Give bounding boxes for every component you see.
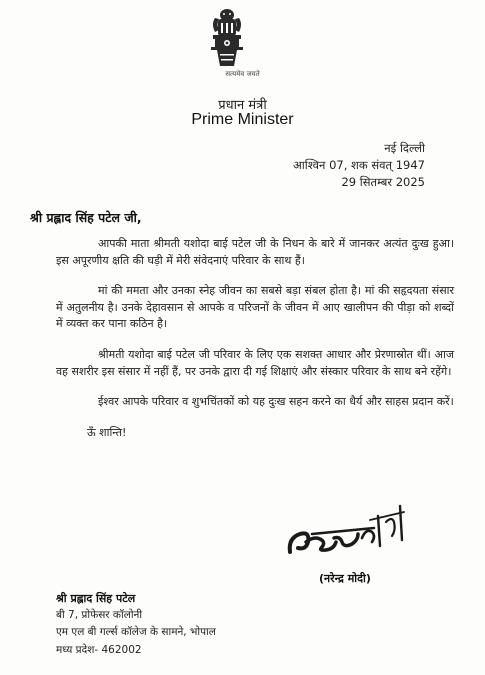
addressee-line: बी 7, प्रोफेसर कॉलोनी — [56, 609, 143, 622]
addressee-name: श्री प्रह्लाद सिंह पटेल — [56, 592, 136, 605]
body-paragraph: ईश्वर आपके परिवार व शुभचिंतकों को यह दुःख सहन करने का धैर्य और साहस प्रदान करें। — [98, 395, 454, 409]
handwritten-signature — [282, 492, 422, 562]
dateline-place: नई दिल्ली — [384, 141, 425, 155]
dateline — [293, 140, 425, 191]
emblem-motto: सत्यमेव जयते — [225, 70, 260, 78]
signatory-name: (नरेन्द्र मोदी) — [319, 572, 371, 585]
dateline-date: 29 सितम्बर 2025 — [341, 175, 425, 189]
body-paragraph: आपकी माता श्रीमती यशोदा बाई पटेल जी के निधन के बारे में जानकर अत्यंत दुःख हुआ। इस अपूरणीय क्षति की घड़ी में मेरी संवेदनाएं परिवार के साथ हैं। — [56, 237, 454, 267]
closing-line: ऊँ शान्ति! — [87, 425, 127, 439]
office-title-english: Prime Minister — [191, 111, 294, 128]
addressee-block — [56, 590, 216, 659]
national-emblem-icon — [205, 8, 249, 70]
body-paragraph: मां की ममता और उनका स्नेह जीवन का सबसे बड़ा संबल होता है। मां की सहृदयता संसार में अतुलनीय है। उनके देहावसान से आपके व परिजनों के जीवन में आए खालीपन की पीड़ा को शब्दों में व्यक्त कर पाना कठिन है। — [56, 284, 454, 331]
letter-body — [56, 236, 454, 441]
addressee-line: मध्य प्रदेश- 462002 — [56, 643, 142, 656]
salutation: श्री प्रह्लाद सिंह पटेल जी, — [30, 210, 142, 225]
dateline-saka-date: आश्विन 07, शक संवत् 1947 — [293, 158, 425, 172]
body-paragraph: श्रीमती यशोदा बाई पटेल जी परिवार के लिए एक सशक्त आधार और प्रेरणास्रोत थीं। आज वह सशरीर इस संसार में नहीं हैं, पर उनके द्वारा दी गई शिक्षाएं और संस्कार परिवार के साथ बने रहेंगे। — [56, 347, 454, 378]
addressee-line: एम एल बी गर्ल्स कॉलेज के सामने, भोपाल — [56, 626, 216, 639]
office-title-hindi: प्रधान मंत्री — [218, 98, 267, 113]
